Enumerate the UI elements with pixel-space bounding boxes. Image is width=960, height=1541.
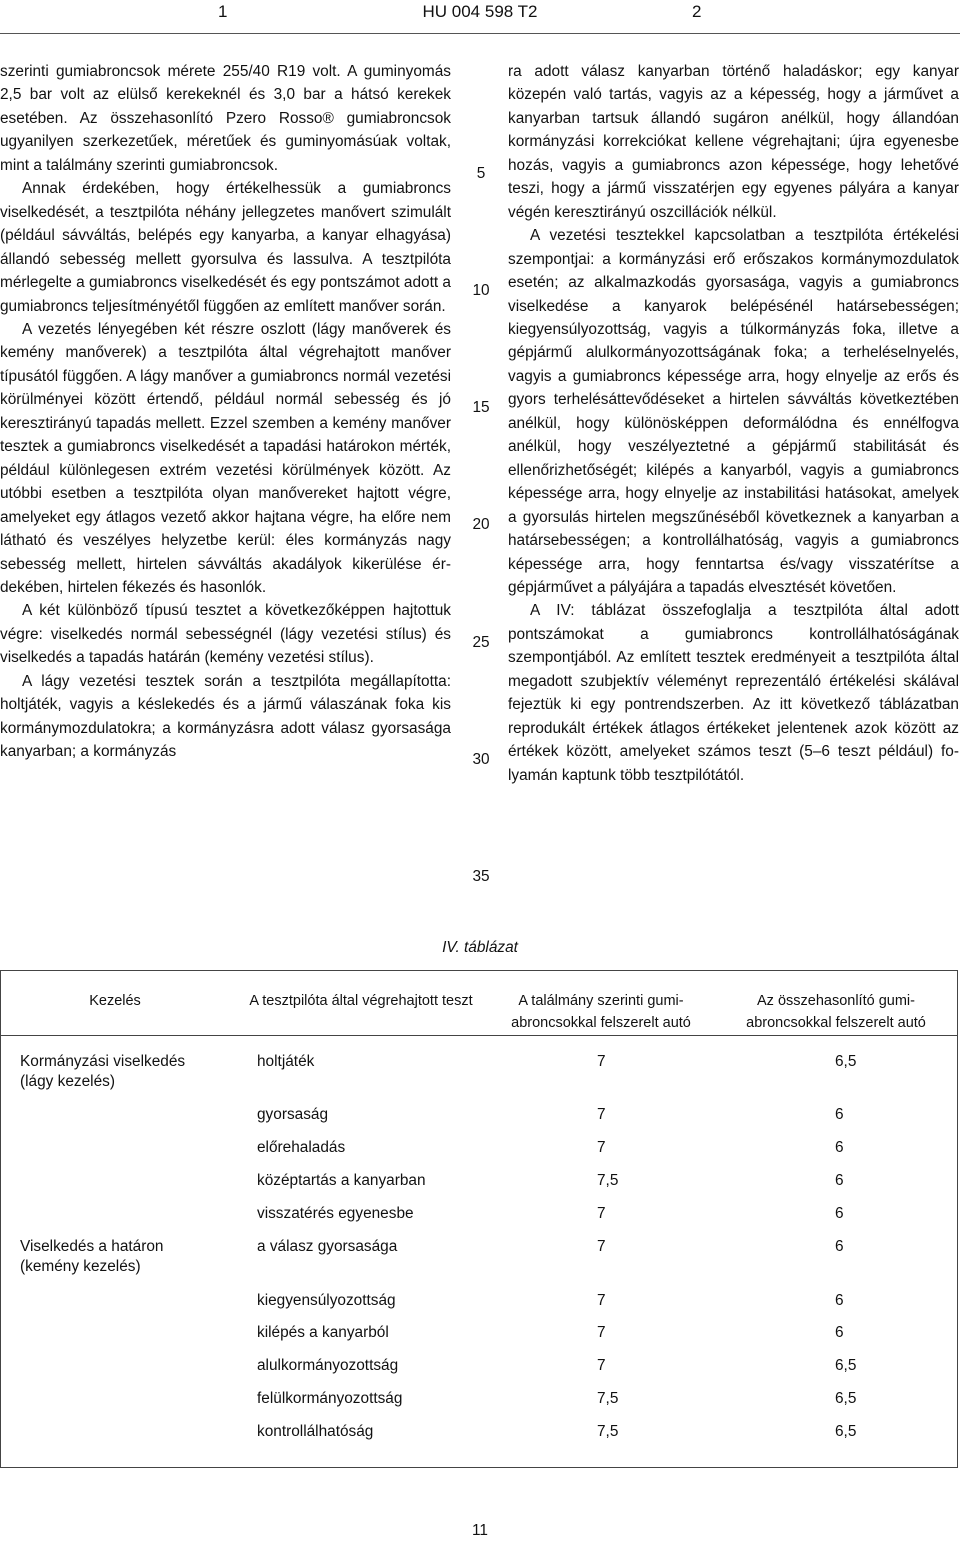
table-cell-comparison: 6,5	[835, 1357, 857, 1374]
table-cell-invention: 7	[597, 1139, 606, 1156]
line-number: 25	[472, 634, 490, 651]
table-cell-invention: 7	[597, 1106, 606, 1123]
column-header-invention-car: A találmány szerinti gumiabroncsokkal felszerelt autó	[511, 993, 691, 1031]
table-cell-invention: 7,5	[597, 1390, 619, 1407]
table-cell-comparison: 6	[835, 1139, 844, 1156]
table-header-divider	[0, 1035, 958, 1036]
table-cell-comparison: 6,5	[835, 1390, 857, 1407]
header-divider	[0, 33, 960, 34]
table-cell-comparison: 6	[835, 1205, 844, 1222]
group-label-soft-handling: Kormányzási viselkedés (lágy kezelés)	[20, 1053, 186, 1090]
table-cell-test: előrehaladás	[257, 1139, 346, 1156]
line-number: 30	[472, 751, 490, 768]
paragraph: A két különböző típusú tesztet a következőképpen hajtottuk végre: viselkedés normál sebességnél (lágy vezetési stílus) és viselkedés a tapadás határán (kemény vezetési stílus).	[0, 602, 451, 667]
paragraph: Annak érdekében, hogy értékelhessük a gumiabroncs viselkedését, a tesztpilóta néhány jellegzetes manővert szimulált (például sávváltás, belépés egy kanyarba, a kanyar elhagyása) állandó sebesség mellett gyorsulva és lassulva. A tesztpilóta mérlegelte a gumiabroncs viselkedését és egy pontszámot adott a gumiabroncs teljesítményétől függően az említett manőver során.	[0, 180, 451, 315]
paragraph: A vezetési tesztekkel kapcsolatban a tesztpilóta értékelési szempontjai: a kormányzási erő erőszakos kormánymozdulatok esetén; az alkalmazkodás gyorsasága, vagyis a gumiabroncs viselkedése a kanyarok belépésénél határsebességen; kiegyensúlyozottság, vagyis a túlkormányzás foka, illetve a gépjármű alulkormányozottságának foka; a terheléselnyelés, vagyis a gumiabroncs képessége arra, hogy elnyelje az erős és gyors terhelésáttevődéseket a hirtelen sávváltás következtében anélkül, hogy különösképpen deformálódna és ennélfogva anélkül, hogy veszélyeztetné a gépjármű stabilitását és ellenőrizhetőségét; kilépés a kanyarból, vagyis a gumiabroncs képessége arra, hogy elnyelje az instabilitási hatásokat, amelyek a gyorsulás hirtelen megszűnéséből következnek a kanyarban a határsebességen; a kontrollálhatóság, vagyis a gumiabroncs képessége arra, hogy fenntartsa és/vagy visszatérítse a gépjárművet a pályájára a tapadás elvesztését követően.	[508, 227, 959, 596]
paragraph: A IV: táblázat összefoglalja a tesztpilóta által adott pontszámokat a gumiabroncs kontrollálhatóságának szempontjából. Az említett tesztek eredményeit a tesztpilóta által megadott szubjektív véleményt reprezentáló értékelési skálával fejeztük ki egy pontrendszerben. Az itt következő táblázatban reprodukált értékek átlagos értékeket jelentenek azok között az értékek között, amelyeket számos teszt (5–6 teszt például) folyamán kaptunk több tesztpilótától.	[508, 602, 959, 784]
table-cell-test: felülkormányozottság	[257, 1390, 403, 1407]
table-cell-comparison: 6	[835, 1292, 844, 1309]
table-cell-invention: 7,5	[597, 1423, 619, 1440]
paragraph: A lágy vezetési tesztek során a tesztpilóta megállapította: holtjáték, vagyis a késlekedés és a jármű válaszának foka kis kormánymozdulatokra; a kormányzásra adott válasz gyorsasága kanyarban; a kormányzás	[0, 672, 451, 761]
group-label-hard-handling: Viselkedés a határon (kemény kezelés)	[20, 1238, 164, 1275]
paragraph: ra adott válasz kanyarban történő haladáskor; egy kanyar közepén való tartás, vagyis az a képesség, hogy a járművet a kanyarban tartsuk állandó sugáron anélkül, hogy állandóan kormányzási korrekciókat kellene végrehajtani; újra egyenesbe hozás, vagyis a gumiabroncs azon képessége, hogy lehetővé teszi, hogy a jármű visszatérjen egy egyenes pályára a kanyar végén keresztirányú oszcillációk nélkül.	[508, 63, 959, 221]
table-cell-invention: 7,5	[597, 1172, 619, 1189]
patent-number-title: HU 004 598 T2	[422, 2, 538, 21]
line-number: 10	[472, 282, 490, 299]
table-cell-test: visszatérés egyenesbe	[257, 1205, 414, 1222]
table-cell-invention: 7	[597, 1357, 606, 1374]
right-text-column	[508, 60, 959, 787]
header-left-page-number: 1	[218, 2, 228, 21]
column-header-comparison-car: Az összehasonlító gumiabroncsokkal felszerelt autó	[746, 993, 926, 1031]
line-number: 35	[472, 868, 490, 885]
column-header-handling: Kezelés	[89, 993, 141, 1009]
table-cell-comparison: 6	[835, 1106, 844, 1123]
paragraph: A vezetés lényegében két részre oszlott (lágy manőverek és kemény manőverek) a tesztpilóta által végrehajtott manőver típusától függően. A lágy manőver a gumiabroncs normál vezetési körülményei között értendő, például normál sebesség és jó keresztirányú tapadás mellett. Ezzel szemben a kemény manőver tesztek a gumiabroncs viselkedését a tapadási határokon mérték, például különlegesen extrém vezetési körülmények között. Az utóbbi esetben a tesztpilóta olyan manővereket hajtott végre, amelyeket egy átlagos vezető akkor hajtana végre, ha előre nem látható és veszélyes helyzetbe kerül: éles kormányzás nagy sebesség mellett, hirtelen sávváltás akadályok kikerülése érdekében, hirtelen fékezés és hasonlók.	[0, 320, 451, 596]
table-cell-test: holtjáték	[257, 1053, 315, 1070]
page-number: 11	[472, 1522, 488, 1539]
line-number: 20	[472, 516, 490, 533]
table-cell-test: alulkormányozottság	[257, 1357, 399, 1374]
table-cell-invention: 7	[597, 1324, 606, 1341]
table-cell-invention: 7	[597, 1053, 606, 1070]
left-text-column	[0, 60, 451, 764]
table-cell-test: gyorsaság	[257, 1106, 329, 1123]
paragraph: szerinti gumiabroncsok mérete 255/40 R19 volt. A guminyomás 2,5 bar volt az elülső kerekeknél és 3,0 bar a hátsó kerekek esetében. Az összehasonlító Pzero Rosso® gumiabroncsok ugyanilyen szerkezetűek, méretűek és guminyomásúak voltak, mint a találmány szerinti gumiabroncsok.	[0, 63, 451, 174]
table-cell-test: középtartás a kanyarban	[257, 1172, 426, 1189]
table-cell-invention: 7	[597, 1205, 606, 1222]
table-cell-test: kilépés a kanyarból	[257, 1324, 389, 1341]
table-cell-comparison: 6	[835, 1172, 844, 1189]
line-number: 5	[476, 165, 486, 182]
line-number: 15	[472, 399, 490, 416]
table-cell-comparison: 6	[835, 1324, 844, 1341]
table-cell-test: a válasz gyorsasága	[257, 1238, 398, 1255]
results-table	[0, 970, 958, 1468]
table-cell-comparison: 6,5	[835, 1423, 857, 1440]
header-right-page-number: 2	[692, 2, 702, 21]
table-title: IV. táblázat	[442, 939, 518, 956]
table-cell-invention: 7	[597, 1238, 606, 1255]
column-header-test: A tesztpilóta által végrehajtott teszt	[249, 993, 473, 1009]
table-cell-test: kontrollálhatóság	[257, 1423, 374, 1440]
table-cell-invention: 7	[597, 1292, 606, 1309]
table-cell-comparison: 6	[835, 1238, 844, 1255]
table-cell-comparison: 6,5	[835, 1053, 857, 1070]
table-cell-test: kiegyensúlyozottság	[257, 1292, 396, 1309]
